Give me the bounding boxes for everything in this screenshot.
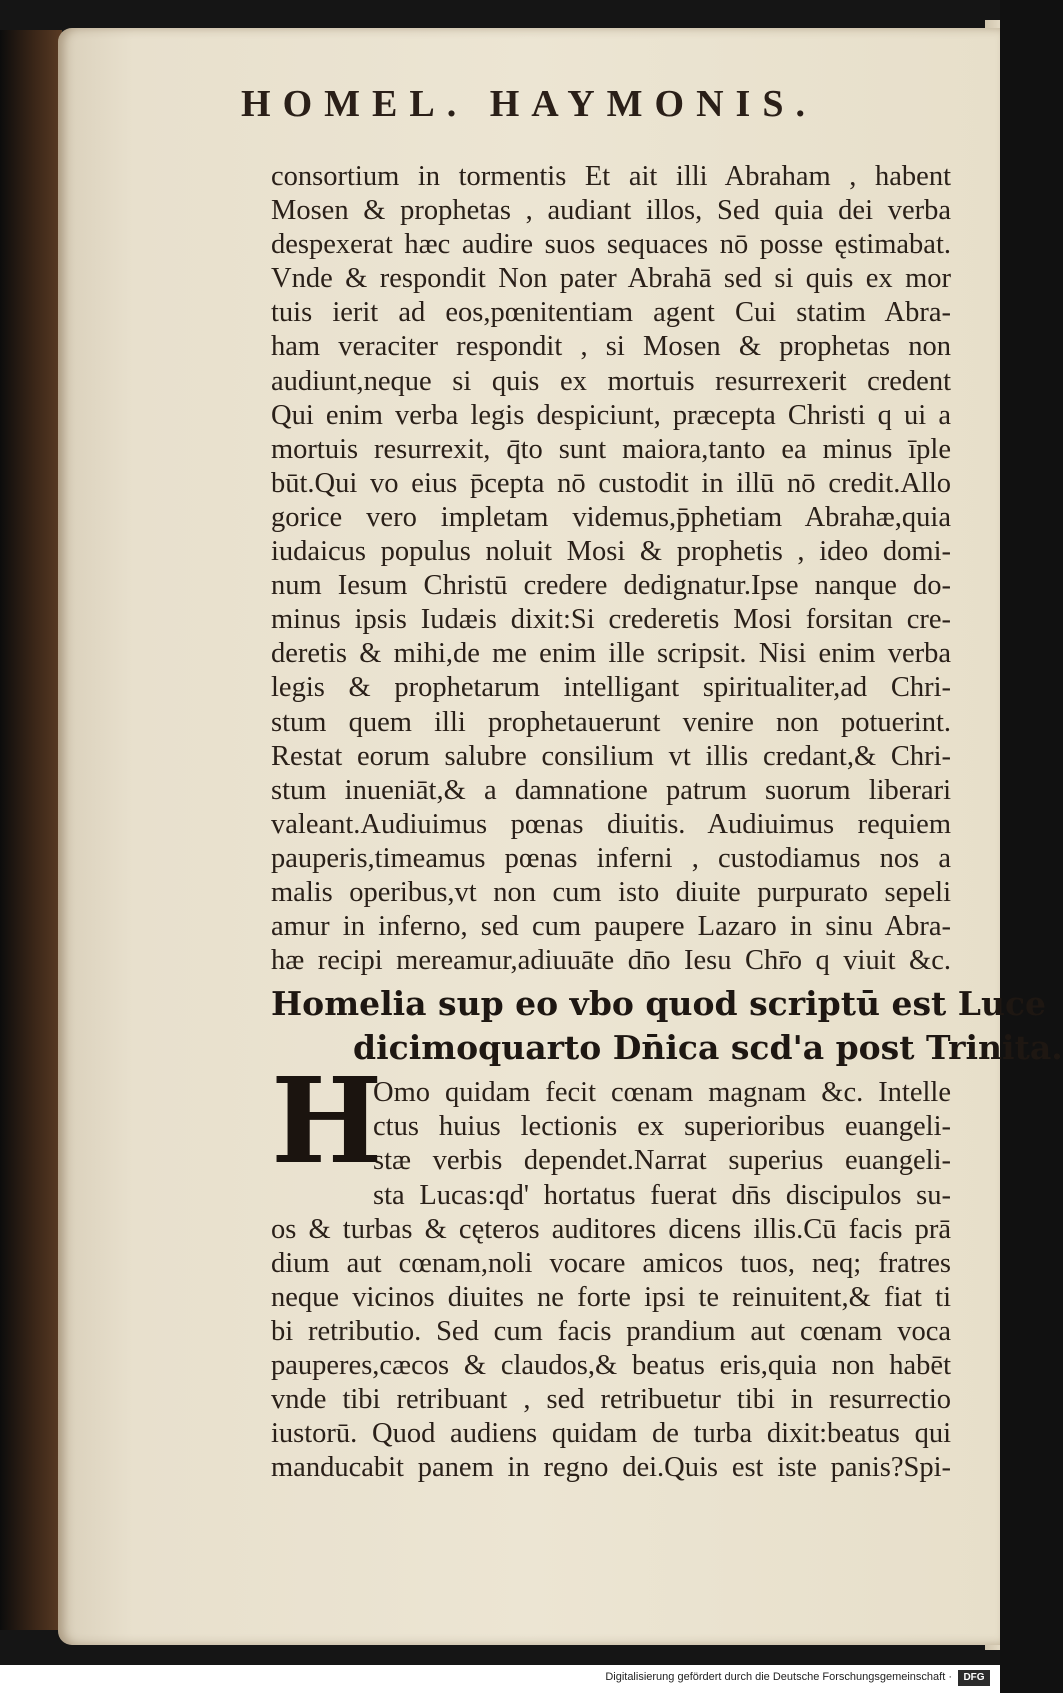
text-line: gorice vero impletam videmus,p̄phetiam Abrahæ,quia: [271, 501, 951, 533]
book-page: [58, 28, 1063, 1645]
page-body: [271, 160, 1063, 1485]
text-line: valeant.Audiuimus pœnas diuitis. Audiuimus requiem: [271, 808, 951, 840]
text-line: os & turbas & cęteros auditores dicens illis.Cū facis prā: [271, 1213, 951, 1245]
running-header: HOMEL. HAYMONIS.: [241, 83, 817, 125]
text-line: Mosen & prophetas , audiant illos, Sed quia dei verba: [271, 195, 951, 227]
text-line: stum quem illi prophetauerunt venire non potuerint.: [271, 706, 951, 738]
text-line: despexerat hæc audire suos sequaces nō posse ęstimabat.: [271, 229, 951, 261]
text-line: deretis & mihi,de me enim ille scripsit. Nisi enim verba: [271, 638, 951, 670]
text-line: num Iesum Christū credere dedignatur.Ipse nanque do-: [271, 570, 951, 602]
text-line: tuis ierit ad eos,pœnitentiam agent Cui statim Abra-: [271, 297, 951, 329]
text-line: legis & prophetarum intelligant spiritualiter,ad Chri-: [271, 672, 951, 704]
text-line: Omo quidam fecit cœnam magnam &c. Intelle: [373, 1077, 951, 1109]
text-line: ctus huius lectionis ex superioribus euangeli-: [373, 1111, 951, 1143]
text-line: consortium in tormentis Et ait illi Abraham , habent: [271, 161, 951, 192]
text-line: iustorū. Quod audiens quidam de turba dixit:beatus qui: [271, 1418, 951, 1450]
text-line: dium aut cœnam,noli vocare amicos tuos, neq; fratres: [271, 1247, 951, 1279]
funding-credit: Digitalisierung gefördert durch die Deutsche Forschungsgemeinschaft ·: [605, 1671, 952, 1683]
text-line: audiunt,neque si quis ex mortuis resurrexerit credent: [271, 365, 951, 397]
text-line: vnde tibi retribuant , sed retribuetur tibi in resurrectio: [271, 1384, 951, 1416]
book-spine-edge: [0, 30, 62, 1630]
text-line: sta Lucas:qd' hortatus fuerat dn̄s discipulos su-: [373, 1179, 951, 1211]
decorated-initial: H: [271, 1051, 383, 1191]
text-line: Restat eorum salubre consilium vt illis credant,& Chri-: [271, 740, 951, 772]
footer-bar: [0, 1665, 1000, 1693]
text-line: pauperis,timeamus pœnas inferni , custodiamus nos a: [271, 842, 951, 874]
text-line: stæ verbis dependet.Narrat superius euangeli-: [373, 1145, 951, 1177]
text-line: būt.Qui vo eius p̄cepta nō custodit in illū nō credit.Allo: [271, 467, 951, 499]
text-line: bi retributio. Sed cum facis prandium aut cœnam voca: [271, 1315, 951, 1347]
text-line: minus ipsis Iudæis dixit:Si crederetis Mosi forsitan cre-: [271, 604, 951, 636]
heading-line-1: Homelia sup eo vbo quod scriptū est Luce: [271, 984, 1047, 1024]
text-line: pauperes,cæcos & claudos,& beatus eris,quia non habēt: [271, 1350, 951, 1381]
text-line: hæ recipi mereamur,adiuuāte dn̄o Iesu Chr̄o q viuit &c.: [271, 945, 951, 977]
paragraph-1: [271, 160, 951, 978]
heading-line-2: dicimoquarto Dn̄ica scd'a post Trinita.: [353, 1028, 1063, 1068]
dfg-logo: DFG: [958, 1670, 990, 1686]
text-line: mortuis resurrexit, q̄to sunt maiora,tanto ea minus īple: [271, 433, 951, 465]
text-line: neque vicinos diuites ne forte ipsi te reinuitent,& fiat ti: [271, 1281, 951, 1313]
text-line: stum inueniāt,& a damnatione patrum suorum liberari: [271, 774, 951, 806]
text-line: ham veraciter respondit , si Mosen & prophetas non: [271, 331, 951, 363]
text-line: iudaicus populus noluit Mosi & prophetis , ideo domi-: [271, 536, 951, 568]
text-line: Qui enim verba legis despiciunt, præcepta Christi q ui a: [271, 399, 951, 431]
text-line: Vnde & respondit Non pater Abrahā sed si quis ex mor: [271, 263, 951, 295]
text-line: amur in inferno, sed cum paupere Lazaro in sinu Abra-: [271, 911, 951, 943]
text-line: manducabit panem in regno dei.Quis est iste panis?Spi-: [271, 1452, 951, 1484]
text-line: malis operibus,vt non cum isto diuite purpurato sepeli: [271, 876, 951, 908]
paragraph-2: [271, 1051, 951, 1485]
